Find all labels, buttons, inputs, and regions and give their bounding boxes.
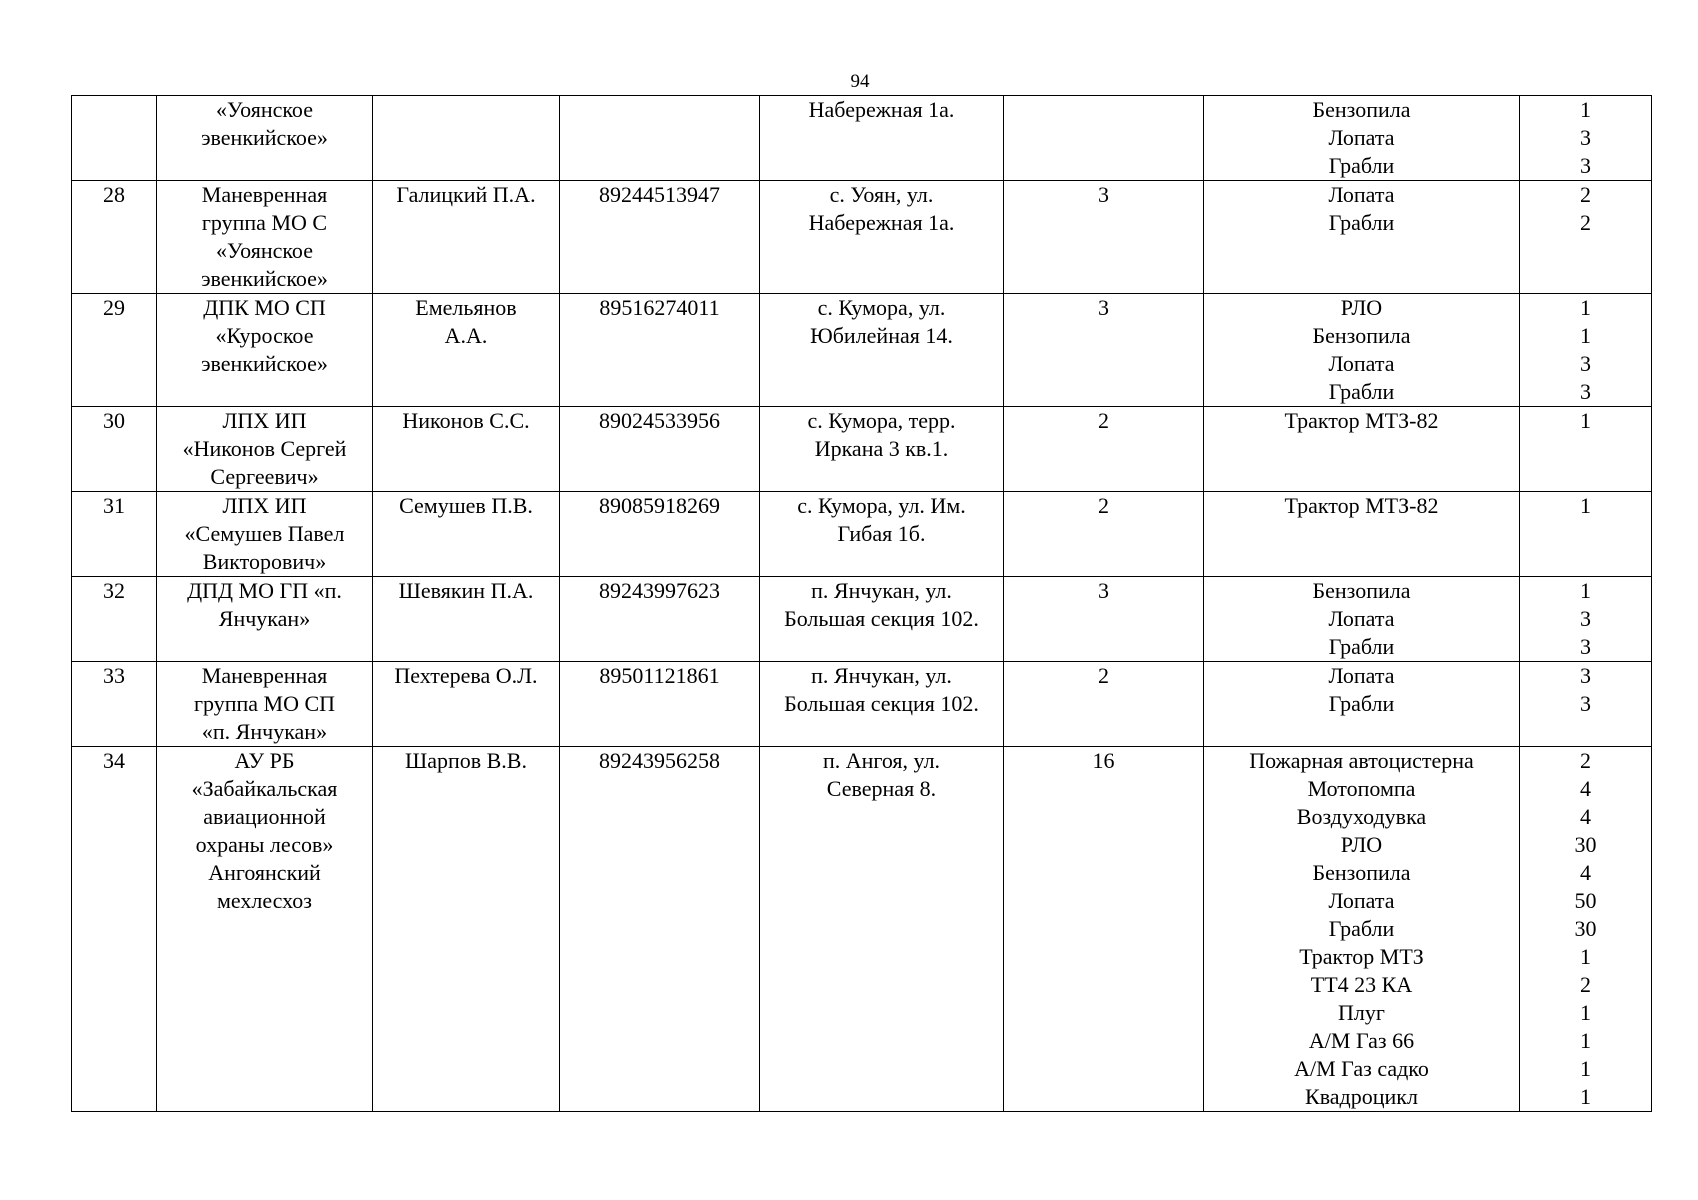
staff-count-value: 16	[1092, 748, 1115, 773]
responsible-person-line: Шевякин П.А.	[398, 578, 534, 603]
address-line: с. Кумора, ул. Им.	[797, 493, 966, 518]
responsible-person-cell	[373, 181, 560, 294]
address-line: п. Ангоя, ул.	[822, 748, 941, 773]
staff-count-value: 3	[1098, 295, 1109, 320]
responsible-person-cell	[373, 96, 560, 181]
organization-line: охраны лесов»	[195, 832, 334, 857]
equipment-line: Лопата	[1328, 663, 1395, 688]
equipment-line: Трактор МТЗ	[1299, 944, 1424, 969]
organization-line: «Семушев Павел	[184, 521, 345, 546]
row-number-value: 34	[103, 748, 125, 773]
quantity-cell	[1520, 181, 1652, 294]
equipment-line: Лопата	[1328, 125, 1395, 150]
row-number-value: 33	[103, 663, 125, 688]
equipment-line: А/М Газ садко	[1294, 1056, 1429, 1081]
quantity-line: 3	[1580, 125, 1591, 150]
address-line: с. Кумора, терр.	[807, 408, 956, 433]
responsible-person-cell	[373, 577, 560, 662]
phone-value: 89501121861	[599, 663, 720, 688]
quantity-cell	[1520, 407, 1652, 492]
staff-count-cell	[1004, 96, 1204, 181]
equipment-cell	[1204, 747, 1520, 1112]
quantity-cell	[1520, 577, 1652, 662]
equipment-cell	[1204, 492, 1520, 577]
organization-line: Янчукан»	[218, 606, 311, 631]
row-number-value: 29	[103, 295, 125, 320]
responsible-person-line: Пехтерева О.Л.	[394, 663, 538, 688]
address-cell	[760, 577, 1004, 662]
quantity-line: 1	[1580, 1056, 1591, 1081]
row-number-cell	[72, 181, 157, 294]
address-line: Набережная 1а.	[808, 210, 955, 235]
phone-cell	[560, 492, 760, 577]
quantity-cell	[1520, 747, 1652, 1112]
responsible-person-cell	[373, 407, 560, 492]
equipment-line: Бензопила	[1312, 578, 1411, 603]
quantity-cell	[1520, 492, 1652, 577]
quantity-line: 1	[1580, 323, 1591, 348]
address-line: Набережная 1а.	[808, 97, 955, 122]
organization-line: «Уоянское	[216, 238, 313, 263]
address-cell	[760, 747, 1004, 1112]
quantity-line: 3	[1580, 379, 1591, 404]
equipment-line: Плуг	[1338, 1000, 1385, 1025]
organization-line: Маневренная	[201, 182, 328, 207]
row-number-cell	[72, 96, 157, 181]
address-line: Северная 8.	[826, 776, 937, 801]
quantity-line: 1	[1580, 578, 1591, 603]
staff-count-value: 3	[1098, 182, 1109, 207]
phone-cell	[560, 96, 760, 181]
row-number-value: 32	[103, 578, 125, 603]
address-line: Большая секция 102.	[784, 691, 979, 716]
organization-cell	[157, 407, 373, 492]
organization-cell	[157, 181, 373, 294]
row-number-cell	[72, 662, 157, 747]
table-row	[72, 407, 1652, 492]
phone-value: 89024533956	[599, 408, 720, 433]
equipment-line: Бензопила	[1312, 97, 1411, 122]
page-number: 94	[850, 71, 870, 92]
address-cell	[760, 181, 1004, 294]
equipment-line: РЛО	[1340, 832, 1383, 857]
equipment-line: Лопата	[1328, 351, 1395, 376]
responsible-person-cell	[373, 662, 560, 747]
address-line: с. Уоян, ул.	[829, 182, 934, 207]
phone-cell	[560, 577, 760, 662]
organization-line: ДПД МО ГП «п.	[187, 578, 342, 603]
phone-cell	[560, 747, 760, 1112]
responsible-person-line: Никонов С.С.	[402, 408, 530, 433]
equipment-line: Воздуходувка	[1296, 804, 1427, 829]
address-line: п. Янчукан, ул.	[811, 663, 952, 688]
address-line: п. Янчукан, ул.	[811, 578, 952, 603]
organization-line: Викторович»	[202, 549, 327, 574]
phone-value: 89085918269	[599, 493, 720, 518]
equipment-cell	[1204, 577, 1520, 662]
organization-line: эвенкийское»	[201, 266, 328, 291]
quantity-line: 1	[1580, 295, 1591, 320]
address-cell	[760, 492, 1004, 577]
responsible-person-cell	[373, 747, 560, 1112]
phone-cell	[560, 407, 760, 492]
quantity-line: 4	[1580, 776, 1591, 801]
quantity-line: 4	[1580, 860, 1591, 885]
phone-value: 89243956258	[599, 748, 720, 773]
row-number-cell	[72, 577, 157, 662]
resources-table	[71, 95, 1652, 1112]
organization-cell	[157, 96, 373, 181]
phone-cell	[560, 662, 760, 747]
responsible-person-line: Шарпов В.В.	[405, 748, 527, 773]
equipment-cell	[1204, 407, 1520, 492]
organization-cell	[157, 294, 373, 407]
equipment-line: А/М Газ 66	[1308, 1028, 1415, 1053]
phone-value: 89243997623	[599, 578, 720, 603]
responsible-person-line: А.А.	[444, 323, 488, 348]
organization-line: авиационной	[203, 804, 326, 829]
equipment-line: Трактор МТЗ-82	[1284, 408, 1439, 433]
organization-line: Сергеевич»	[210, 464, 319, 489]
equipment-line: Грабли	[1328, 634, 1395, 659]
table-row	[72, 747, 1652, 1112]
row-number-value: 31	[103, 493, 125, 518]
staff-count-cell	[1004, 577, 1204, 662]
organization-line: Ангоянский	[208, 860, 321, 885]
address-line: Большая секция 102.	[784, 606, 979, 631]
quantity-cell	[1520, 96, 1652, 181]
organization-line: «п. Янчукан»	[201, 719, 328, 744]
staff-count-cell	[1004, 492, 1204, 577]
quantity-line: 1	[1580, 97, 1591, 122]
organization-line: эвенкийское»	[201, 125, 328, 150]
quantity-line: 1	[1580, 1000, 1591, 1025]
organization-line: ДПК МО СП	[203, 295, 326, 320]
quantity-line: 30	[1574, 916, 1597, 941]
quantity-line: 3	[1580, 606, 1591, 631]
organization-line: АУ РБ	[234, 748, 295, 773]
organization-line: ЛПХ ИП	[222, 493, 307, 518]
staff-count-cell	[1004, 181, 1204, 294]
equipment-line: Грабли	[1328, 691, 1395, 716]
equipment-line: Грабли	[1328, 379, 1395, 404]
staff-count-value: 2	[1098, 493, 1109, 518]
quantity-cell	[1520, 662, 1652, 747]
equipment-line: Грабли	[1328, 916, 1395, 941]
organization-line: «Куроское	[215, 323, 314, 348]
quantity-line: 1	[1580, 944, 1591, 969]
equipment-line: Квадроцикл	[1305, 1084, 1418, 1109]
staff-count-cell	[1004, 747, 1204, 1112]
quantity-line: 1	[1580, 493, 1591, 518]
phone-value: 89244513947	[599, 182, 720, 207]
responsible-person-line: Емельянов	[415, 295, 517, 320]
equipment-line: Лопата	[1328, 182, 1395, 207]
quantity-line: 1	[1580, 1028, 1591, 1053]
row-number-cell	[72, 492, 157, 577]
equipment-line: Грабли	[1328, 153, 1395, 178]
quantity-cell	[1520, 294, 1652, 407]
phone-value: 89516274011	[599, 295, 720, 320]
quantity-line: 1	[1580, 1084, 1591, 1109]
quantity-line: 4	[1580, 804, 1591, 829]
organization-line: Маневренная	[201, 663, 328, 688]
responsible-person-line: Галицкий П.А.	[396, 182, 536, 207]
quantity-line: 50	[1574, 888, 1597, 913]
equipment-line: Трактор МТЗ-82	[1284, 493, 1439, 518]
equipment-line: Бензопила	[1312, 860, 1411, 885]
quantity-line: 2	[1580, 182, 1591, 207]
address-line: Гибая 1б.	[837, 521, 926, 546]
quantity-line: 2	[1580, 972, 1591, 997]
equipment-line: Грабли	[1328, 210, 1395, 235]
address-cell	[760, 294, 1004, 407]
staff-count-value: 2	[1098, 408, 1109, 433]
quantity-line: 2	[1580, 210, 1591, 235]
quantity-line: 1	[1580, 408, 1591, 433]
row-number-value: 28	[103, 182, 125, 207]
equipment-line: Лопата	[1328, 606, 1395, 631]
organization-line: мехлесхоз	[216, 888, 312, 913]
row-number-cell	[72, 747, 157, 1112]
equipment-line: Мотопомпа	[1307, 776, 1416, 801]
organization-line: группа МО С	[201, 210, 328, 235]
row-number-cell	[72, 407, 157, 492]
staff-count-value: 2	[1098, 663, 1109, 688]
quantity-line: 3	[1580, 663, 1591, 688]
quantity-line: 3	[1580, 691, 1591, 716]
address-cell	[760, 407, 1004, 492]
quantity-line: 3	[1580, 351, 1591, 376]
table-row	[72, 294, 1652, 407]
equipment-line: Пожарная автоцистерна	[1249, 748, 1474, 773]
responsible-person-cell	[373, 294, 560, 407]
table-row	[72, 492, 1652, 577]
quantity-line: 30	[1574, 832, 1597, 857]
phone-cell	[560, 294, 760, 407]
organization-cell	[157, 492, 373, 577]
responsible-person-cell	[373, 492, 560, 577]
organization-line: эвенкийское»	[201, 351, 328, 376]
equipment-cell	[1204, 181, 1520, 294]
quantity-line: 3	[1580, 634, 1591, 659]
table-body	[72, 96, 1652, 1112]
address-cell	[760, 662, 1004, 747]
organization-line: «Уоянское	[216, 97, 313, 122]
staff-count-value: 3	[1098, 578, 1109, 603]
staff-count-cell	[1004, 294, 1204, 407]
organization-line: ЛПХ ИП	[222, 408, 307, 433]
organization-line: «Никонов Сергей	[182, 436, 347, 461]
equipment-cell	[1204, 294, 1520, 407]
staff-count-cell	[1004, 407, 1204, 492]
equipment-cell	[1204, 662, 1520, 747]
equipment-line: ТТ4 23 КА	[1310, 972, 1413, 997]
quantity-line: 3	[1580, 153, 1591, 178]
address-line: с. Кумора, ул.	[817, 295, 946, 320]
phone-cell	[560, 181, 760, 294]
address-line: Юбилейная 14.	[810, 323, 953, 348]
organization-cell	[157, 747, 373, 1112]
staff-count-cell	[1004, 662, 1204, 747]
row-number-cell	[72, 294, 157, 407]
organization-line: «Забайкальская	[191, 776, 338, 801]
equipment-line: РЛО	[1340, 295, 1383, 320]
responsible-person-line: Семушев П.В.	[399, 493, 533, 518]
organization-cell	[157, 662, 373, 747]
organization-line: группа МО СП	[193, 691, 336, 716]
equipment-line: Бензопила	[1312, 323, 1411, 348]
equipment-cell	[1204, 96, 1520, 181]
equipment-line: Лопата	[1328, 888, 1395, 913]
organization-cell	[157, 577, 373, 662]
quantity-line: 2	[1580, 748, 1591, 773]
table-row	[72, 577, 1652, 662]
table-row	[72, 96, 1652, 181]
table-row	[72, 662, 1652, 747]
row-number-value: 30	[103, 408, 125, 433]
table-row	[72, 181, 1652, 294]
address-cell	[760, 96, 1004, 181]
address-line: Иркана 3 кв.1.	[814, 436, 949, 461]
